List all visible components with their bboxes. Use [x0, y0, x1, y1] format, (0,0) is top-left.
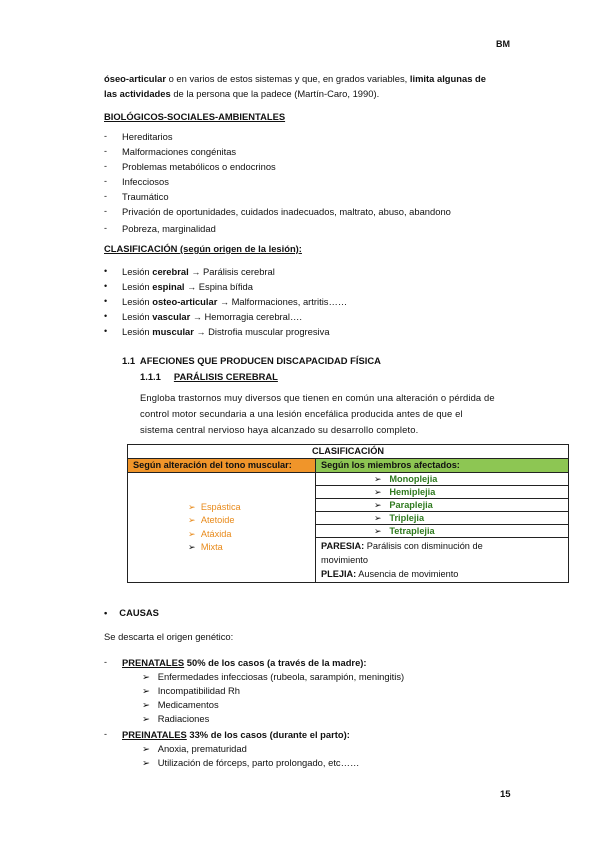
lesion-prefix: Lesión [122, 311, 153, 322]
prenatales-rest: 50% de los casos (a través de la madre): [184, 657, 367, 668]
arrow-icon: → [191, 267, 201, 277]
arrow-icon: ➢ [374, 513, 382, 523]
list-item [142, 684, 240, 697]
intro-bold-3: las actividades [104, 88, 171, 99]
cause-item: Utilización de fórceps, parto prolongado, etc…… [157, 757, 360, 768]
lesion-result: Espina bífida [198, 281, 253, 292]
bio-item: Traumático [122, 191, 169, 202]
perinatales-rest: 33% de los casos (durante el parto): [186, 729, 350, 740]
bio-item: Hereditarios [122, 131, 173, 142]
intro-text-2: de la persona que la padece (Martín-Caro, 1990). [170, 88, 380, 99]
bullet-marker: • [104, 607, 108, 618]
bio-item: Malformaciones congénitas [122, 146, 237, 157]
dash-marker: - [104, 131, 107, 141]
lesion-type: vascular [152, 311, 191, 322]
arrow-icon: ➢ [142, 757, 150, 768]
prenatales-label: PRENATALES [122, 657, 185, 668]
arrow-icon: → [187, 282, 197, 292]
limbs-header: Según los miembros afectados: [316, 459, 569, 473]
perinatales-label: PREINATALES [122, 729, 187, 740]
limb-item: Hemiplejia [389, 487, 436, 497]
arrow-icon: ➢ [374, 474, 382, 484]
list-item [142, 698, 219, 711]
lesion-result: Malformaciones, artritis…… [231, 296, 348, 307]
limb-cell [316, 525, 569, 538]
arrow-icon: ➢ [142, 671, 150, 682]
limb-cell [316, 499, 569, 512]
list-item [188, 528, 310, 542]
classification-table [127, 444, 569, 583]
list-item [142, 742, 247, 755]
lesion-type: muscular [152, 326, 194, 337]
causas-title: CAUSAS [119, 607, 159, 618]
lesion-result: Distrofia muscular progresiva [208, 326, 330, 337]
section-number: 1.1 [122, 355, 136, 366]
list-item [142, 670, 404, 683]
dash-marker: - [104, 146, 107, 156]
arrow-icon: ➢ [188, 515, 196, 525]
bullet-marker: • [104, 296, 108, 306]
clasif-title: CLASIFICACIÓN (según origen de la lesión): [104, 243, 302, 254]
paragraph-line: control motor secundaria a una lesión encefálica producida antes de que el [140, 408, 463, 419]
dash-marker: - [104, 657, 107, 667]
paresia-text: Parálisis con disminución de [364, 541, 483, 551]
cause-item: Enfermedades infecciosas (rubeola, sarampión, meningitis) [157, 671, 405, 682]
lesion-prefix: Lesión [122, 326, 153, 337]
section-heading [122, 354, 381, 367]
bullet-marker: • [104, 326, 108, 336]
list-item [188, 514, 310, 528]
lesion-prefix: Lesión [122, 266, 153, 277]
arrow-icon: ➢ [374, 526, 382, 536]
causas-intro: Se descarta el origen genético: [104, 631, 234, 642]
lesion-type: espinal [152, 281, 185, 292]
subsection-title: PARÁLISIS CEREBRAL [173, 371, 278, 382]
arrow-icon: ➢ [142, 713, 150, 724]
tone-item: Atáxida [200, 528, 232, 539]
limb-cell [316, 512, 569, 525]
cause-item: Medicamentos [157, 699, 219, 710]
lesion-result: Parálisis cerebral [202, 266, 275, 277]
paresia-text-cont: movimiento [321, 555, 368, 565]
lesion-prefix: Lesión [122, 281, 153, 292]
dash-marker: - [104, 729, 107, 739]
subsection-number: 1.1.1 [140, 371, 161, 382]
bio-item: Pobreza, marginalidad [122, 223, 216, 234]
tone-item: Mixta [200, 542, 223, 552]
arrow-icon: ➢ [374, 487, 382, 497]
tone-cell [128, 473, 316, 583]
page-number: 15 [500, 789, 511, 800]
dash-marker: - [104, 206, 107, 216]
bio-item: Problemas metabólicos o endocrinos [122, 161, 276, 172]
plejia-label: PLEJIA: [321, 569, 357, 579]
cause-item: Incompatibilidad Rh [157, 685, 241, 696]
limb-item: Triplejia [389, 513, 425, 523]
arrow-icon: ➢ [142, 699, 150, 710]
arrow-icon: → [219, 297, 229, 307]
arrow-icon: ➢ [188, 528, 196, 539]
limb-item: Tetraplejia [389, 526, 435, 536]
list-item [142, 712, 209, 725]
arrow-icon: ➢ [374, 500, 382, 510]
definitions-cell [316, 538, 569, 583]
paragraph-line: Engloba trastornos muy diversos que tienen en común una alteración o pérdida de [140, 392, 495, 403]
cause-item: Radiaciones [157, 713, 210, 724]
intro-bold-2: limita algunas de [409, 73, 486, 84]
tone-header: Según alteración del tono muscular: [128, 459, 316, 473]
bullet-marker: • [104, 281, 108, 291]
dash-marker: - [104, 191, 107, 201]
lesion-prefix: Lesión [122, 296, 153, 307]
subsection-heading [140, 370, 278, 383]
arrow-icon: → [192, 312, 202, 322]
lesion-type: osteo-articular [152, 296, 218, 307]
cause-item: Anoxia, prematuridad [157, 743, 247, 754]
tone-item: Atetoide [200, 515, 235, 525]
intro-text-1: o en varios de estos sistemas y que, en grados variables, [166, 73, 410, 84]
header-initials: BM [496, 39, 510, 49]
limb-cell [316, 486, 569, 499]
lesion-type: cerebral [152, 266, 189, 277]
causas-heading [104, 606, 159, 619]
intro-line-1 [104, 72, 486, 85]
tone-item: Espástica [200, 501, 241, 512]
arrow-icon: ➢ [142, 743, 150, 754]
paragraph-line: sistema central nervioso haya alcanzado su desarrollo completo. [140, 424, 419, 435]
limb-item: Paraplejia [389, 500, 433, 510]
dash-marker: - [104, 223, 107, 233]
plejia-text: Ausencia de movimiento [356, 569, 459, 579]
bio-item: Privación de oportunidades, cuidados inadecuados, maltrato, abuso, abandono [122, 206, 451, 217]
lesion-result: Hemorragia cerebral…. [204, 311, 302, 322]
list-item [188, 541, 310, 555]
intro-bold-1: óseo-articular [104, 73, 166, 84]
bullet-marker: • [104, 266, 108, 276]
list-item [188, 501, 310, 515]
section-title: AFECIONES QUE PRODUCEN DISCAPACIDAD FÍSICA [139, 355, 381, 366]
limb-item: Monoplejia [389, 474, 438, 484]
dash-marker: - [104, 161, 107, 171]
bio-title: BIOLÓGICOS-SOCIALES-AMBIENTALES [104, 111, 286, 122]
bullet-marker: • [104, 311, 108, 321]
arrow-icon: ➢ [188, 542, 196, 552]
paresia-label: PARESIA: [321, 541, 365, 551]
intro-line-2 [104, 87, 379, 100]
bio-item: Infecciosos [122, 176, 169, 187]
arrow-icon: ➢ [188, 501, 196, 512]
list-item [142, 756, 359, 769]
dash-marker: - [104, 176, 107, 186]
limb-cell [316, 473, 569, 486]
arrow-icon: → [196, 327, 206, 337]
arrow-icon: ➢ [142, 685, 150, 696]
table-title: CLASIFICACIÓN [128, 445, 569, 459]
